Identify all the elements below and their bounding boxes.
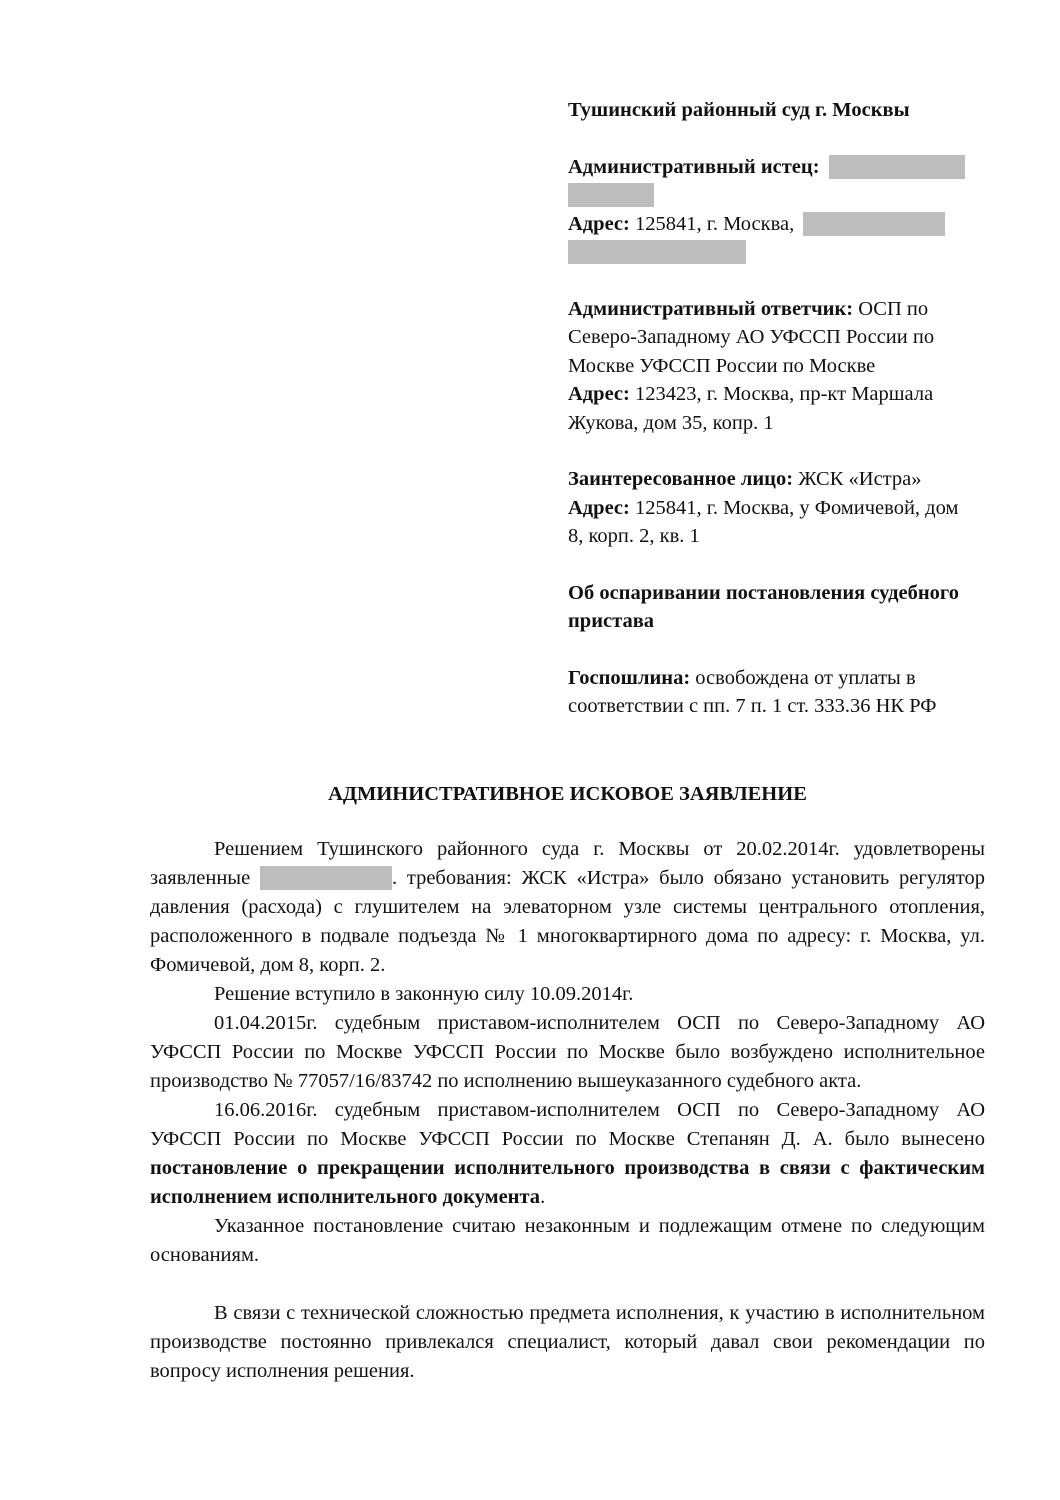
document-body xyxy=(150,835,985,1386)
plaintiff-address-line-2 xyxy=(568,238,988,267)
paragraph-1-part1: Решением Тушинского районного суда г. Москвы от 20.02.2014г. удовлетворены заявленные xyxy=(150,838,985,889)
defendant-address-line xyxy=(568,380,988,409)
interested-label: Заинтересованное лицо: xyxy=(568,468,794,490)
court-name: Тушинский районный суд г. Москвы xyxy=(568,99,910,121)
interested-address-line2: 8, корп. 2, кв. 1 xyxy=(568,525,700,547)
plaintiff-line xyxy=(568,153,988,182)
plaintiff-label: Административный истец: xyxy=(568,155,820,178)
plaintiff-address-line xyxy=(568,210,988,239)
redacted-plaintiff-address-1 xyxy=(803,212,945,236)
paragraph-1-part2: . требования: ЖСК «Истра» было обязано установить регулятор давления (расхода) с глушителем на элеваторном узле системы центрального отопления, расположенного в подвале подъезда № 1 многоквартирного дома по адресу: г. Москва, ул. Фомичевой, дом 8, корп. 2. xyxy=(150,867,986,976)
redacted-plaintiff-address-2 xyxy=(568,240,746,264)
defendant-line2: Северо-Западному АО УФССП России по xyxy=(568,326,935,348)
paragraph-2: Решение вступило в законную силу 10.09.2014г. xyxy=(214,983,634,1005)
fee-line2: соответствии с пп. 7 п. 1 ст. 333.36 НК РФ xyxy=(568,695,937,717)
paragraph-4 xyxy=(150,1096,985,1212)
paragraph-4-end: . xyxy=(540,1186,546,1208)
fee-line1: освобождена от уплаты в xyxy=(695,666,916,689)
subject-line2: пристава xyxy=(568,610,655,632)
paragraph-6: В связи с технической сложностью предмета исполнения, к участию в исполнительном производстве постоянно привлекался специалист, который давал свои рекомендации по вопросу исполнения решения. xyxy=(150,1302,985,1382)
interested-line xyxy=(568,465,988,494)
plaintiff-line-2 xyxy=(568,181,988,210)
plaintiff-address-value: 125841, г. Москва, xyxy=(634,212,795,235)
defendant-label: Административный ответчик: xyxy=(568,297,854,320)
defendant-address-line1: 123423, г. Москва, пр-кт Маршала xyxy=(634,383,934,405)
interested-value: ЖСК «Истра» xyxy=(798,468,922,490)
interested-address-label: Адрес: xyxy=(568,496,630,519)
redacted-plaintiff-name-1 xyxy=(829,155,965,179)
defendant-line3: Москве УФССП России по Москве xyxy=(568,354,876,377)
subject-line1: Об оспаривании постановления судебного xyxy=(568,581,959,604)
defendant-address-label: Адрес: xyxy=(568,383,630,405)
redacted-name-in-text xyxy=(260,866,392,890)
plaintiff-address-label: Адрес: xyxy=(568,212,630,235)
fee-label: Госпошлина: xyxy=(568,666,691,689)
fee-line xyxy=(568,664,988,693)
paragraph-5: Указанное постановление считаю незаконным и подлежащим отмене по следующим основаниям. xyxy=(150,1215,985,1266)
paragraph-3: 01.04.2015г. судебным приставом-исполнителем ОСП по Северо-Западному АО УФССП России по Москве УФССП России по Москве было возбуждено исполнительное производство № 77057/16/83742 по исполнению вышеуказанного судебного акта. xyxy=(150,1012,985,1092)
paragraph-4-bold: постановление о прекращении исполнительного производства в связи с фактическим исполнением исполнительного документа xyxy=(150,1157,985,1208)
interested-address-line xyxy=(568,494,988,523)
defendant-line1: ОСП по xyxy=(858,297,929,320)
interested-address-line1: 125841, г. Москва, у Фомичевой, дом xyxy=(634,496,959,519)
paragraph-4-part1: 16.06.2016г. судебным приставом-исполнителем ОСП по Северо-Западному АО УФССП России по Москве УФССП России по Москве Степанян Д. А. было вынесено xyxy=(150,1099,985,1150)
redacted-plaintiff-name-2 xyxy=(568,183,654,207)
defendant-address-line2: Жукова, дом 35, копр. 1 xyxy=(568,411,774,434)
document-title: АДМИНИСТРАТИВНОЕ ИСКОВОЕ ЗАЯВЛЕНИЕ xyxy=(328,783,807,805)
document-header xyxy=(568,96,988,721)
paragraph-1 xyxy=(150,835,985,980)
defendant-line xyxy=(568,295,988,324)
